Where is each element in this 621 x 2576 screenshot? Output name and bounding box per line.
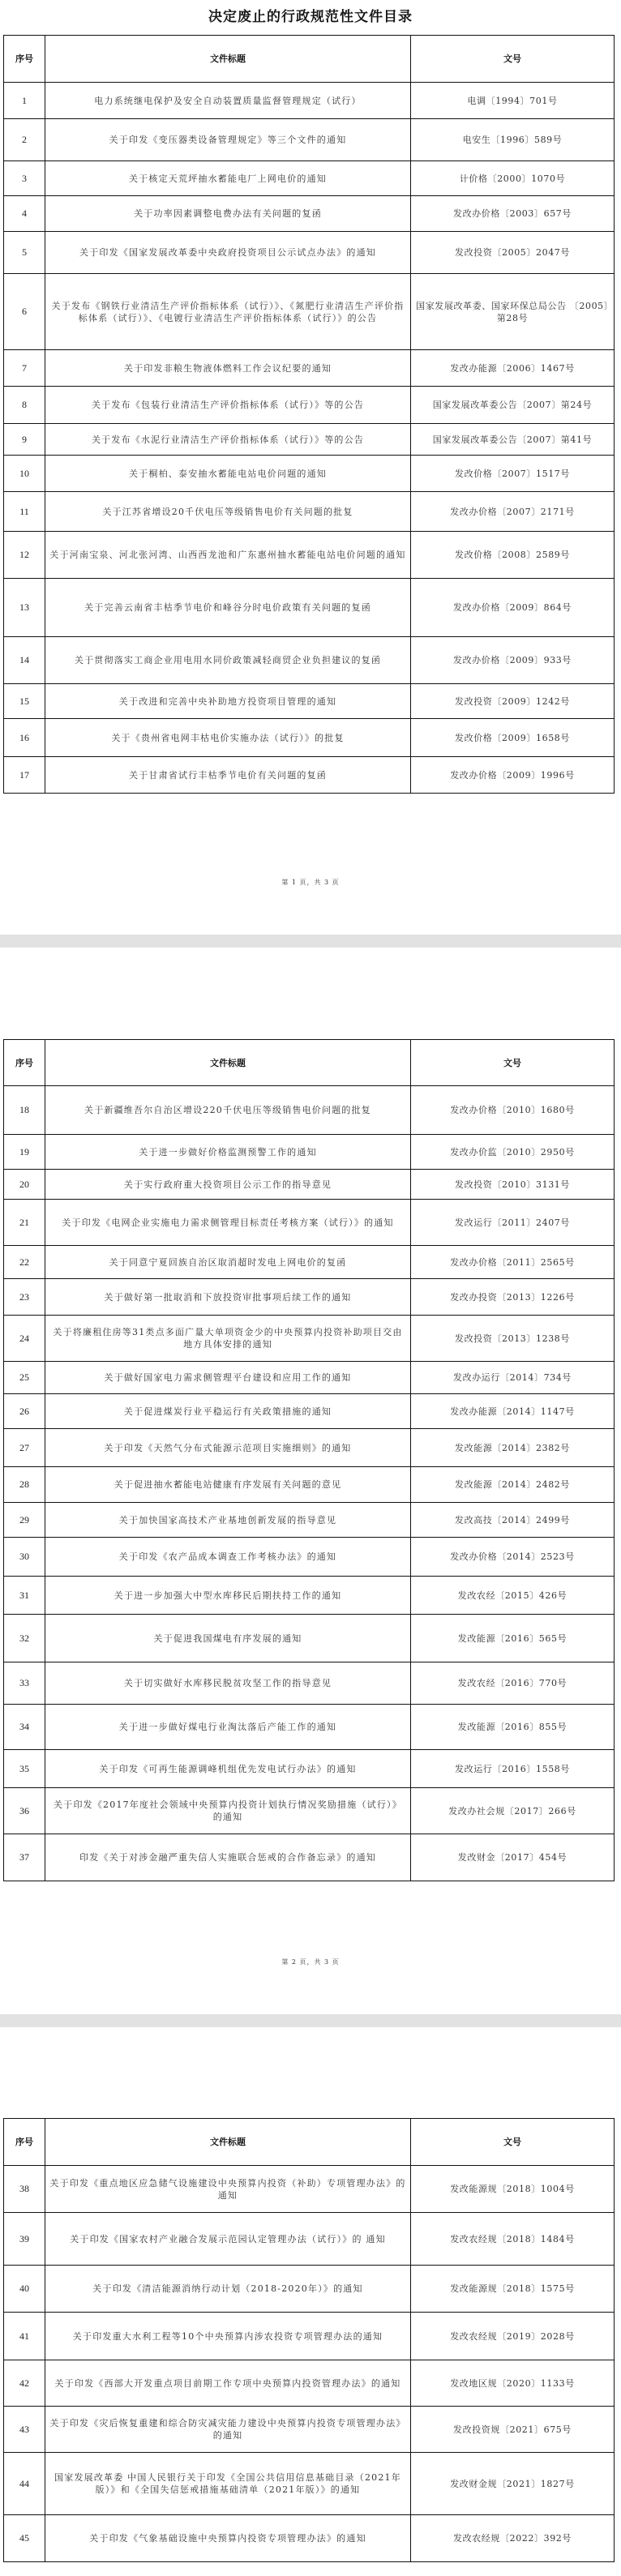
row-seq-cell: 23: [4, 1279, 45, 1316]
row-number-cell: 发改办投资〔2013〕1226号: [411, 1279, 615, 1316]
row-seq-cell: 32: [4, 1615, 45, 1662]
row-number-cell: 发改价格〔2008〕2589号: [411, 532, 615, 579]
row-title-cell: 关于实行政府重大投资项目公示工作的指导意见: [45, 1170, 411, 1200]
table-row: [4, 83, 615, 119]
row-seq-cell: 5: [4, 232, 45, 274]
table-row: [4, 579, 615, 637]
row-title-cell: 关于进一步做好价格监测预警工作的通知: [45, 1135, 411, 1170]
table-row: [4, 1362, 615, 1394]
row-seq-cell: 9: [4, 424, 45, 456]
row-title-cell: 关于发布《包装行业清洁生产评价指标体系（试行）》等的公告: [45, 387, 411, 424]
page-number-label: 第 1 页，共 3 页: [281, 879, 340, 886]
row-number-cell: 发改办能源〔2006〕1467号: [411, 350, 615, 387]
row-title-cell: 关于功率因素调整电费办法有关问题的复函: [45, 196, 411, 232]
row-title-cell: 关于印发重大水利工程等10个中央预算内涉农投资专项管理办法的通知: [45, 2313, 411, 2360]
row-title-cell: 电力系统继电保护及安全自动装置质量监督管理规定（试行）: [45, 83, 411, 119]
table-row: [4, 274, 615, 350]
row-number-cell: 发改办社会规〔2017〕266号: [411, 1788, 615, 1834]
row-title-cell: 关于桐柏、泰安抽水蓄能电站电价问题的通知: [45, 456, 411, 492]
row-number-cell: 发改财金〔2017〕454号: [411, 1834, 615, 1881]
row-title-cell: 关于促进抽水蓄能电站健康有序发展有关问题的意见: [45, 1467, 411, 1503]
table-row: [4, 757, 615, 794]
row-title-cell: 关于印发《西部大开发重点项目前期工作专项中央预算内投资管理办法》的通知: [45, 2360, 411, 2407]
row-number-cell: 发改农经〔2015〕426号: [411, 1577, 615, 1615]
column-header-seq: 序号: [4, 2119, 45, 2166]
row-title-cell: 关于加快国家高技术产业基地创新发展的指导意见: [45, 1503, 411, 1538]
row-seq-cell: 16: [4, 719, 45, 757]
row-number-cell: 发改办价格〔2009〕864号: [411, 579, 615, 637]
row-seq-cell: 1: [4, 83, 45, 119]
row-seq-cell: 26: [4, 1394, 45, 1429]
row-number-cell: 发改地区规〔2020〕1133号: [411, 2360, 615, 2407]
row-seq-cell: 42: [4, 2360, 45, 2407]
row-title-cell: 关于进一步加强大中型水库移民后期扶持工作的通知: [45, 1577, 411, 1615]
table-row: [4, 2360, 615, 2407]
row-title-cell: 关于印发《清洁能源消纳行动计划（2018-2020年）》的通知: [45, 2266, 411, 2313]
row-title-cell: 关于印发《天然气分布式能源示范项目实施细则》的通知: [45, 1429, 411, 1467]
row-number-cell: 国家发展改革委公告〔2007〕第41号: [411, 424, 615, 456]
table-row: [4, 1577, 615, 1615]
page-1: [0, 0, 621, 935]
row-title-cell: 关于切实做好水库移民脱贫攻坚工作的指导意见: [45, 1662, 411, 1705]
catalog-table-page-3: [3, 2118, 615, 2562]
row-seq-cell: 39: [4, 2213, 45, 2266]
row-number-cell: 发改办价格〔2011〕2565号: [411, 1246, 615, 1279]
row-seq-cell: 41: [4, 2313, 45, 2360]
row-seq-cell: 36: [4, 1788, 45, 1834]
row-number-cell: 发改能源〔2014〕2482号: [411, 1467, 615, 1503]
row-seq-cell: 30: [4, 1538, 45, 1577]
row-seq-cell: 40: [4, 2266, 45, 2313]
table-row: [4, 1467, 615, 1503]
row-number-cell: 发改办价监〔2010〕2950号: [411, 1135, 615, 1170]
table-row: [4, 1279, 615, 1316]
page-number-label: 第 2 页，共 3 页: [281, 1958, 340, 1966]
table-row: [4, 1538, 615, 1577]
table-row: [4, 719, 615, 757]
row-number-cell: 发改能源〔2014〕2382号: [411, 1429, 615, 1467]
row-title-cell: 关于印发《气象基础设施中央预算内投资专项管理办法》的通知: [45, 2515, 411, 2562]
row-seq-cell: 43: [4, 2407, 45, 2453]
row-seq-cell: 29: [4, 1503, 45, 1538]
row-number-cell: 发改能源规〔2018〕1004号: [411, 2166, 615, 2213]
row-seq-cell: 10: [4, 456, 45, 492]
row-number-cell: 电安生〔1996〕589号: [411, 119, 615, 161]
table-row: [4, 424, 615, 456]
row-number-cell: 发改办价格〔2009〕933号: [411, 637, 615, 684]
row-title-cell: 关于印发《可再生能源调峰机组优先发电试行办法》的通知: [45, 1750, 411, 1788]
row-title-cell: 关于江苏省增设20千伏电压等级销售电价有关问题的批复: [45, 492, 411, 532]
table-row: [4, 637, 615, 684]
table-row: [4, 1316, 615, 1362]
row-number-cell: 发改办价格〔2014〕2523号: [411, 1538, 615, 1577]
row-seq-cell: 15: [4, 684, 45, 719]
table-row: [4, 684, 615, 719]
table-row: [4, 1394, 615, 1429]
row-title-cell: 关于印发《农产品成本调查工作考核办法》的通知: [45, 1538, 411, 1577]
row-title-cell: 关于发布《水泥行业清洁生产评价指标体系（试行）》等的公告: [45, 424, 411, 456]
row-title-cell: 关于改进和完善中央补助地方投资项目管理的通知: [45, 684, 411, 719]
row-number-cell: 发改能源〔2016〕565号: [411, 1615, 615, 1662]
row-seq-cell: 33: [4, 1662, 45, 1705]
row-seq-cell: 28: [4, 1467, 45, 1503]
row-number-cell: 发改农经规〔2018〕1484号: [411, 2213, 615, 2266]
row-title-cell: 关于印发《国家发展改革委中央政府投资项目公示试点办法》的通知: [45, 232, 411, 274]
table-row: [4, 1503, 615, 1538]
row-title-cell: 关于将廉租住房等31类点多面广量大单项资金少的中央预算内投资补助项目交由地方具体安排的通知: [45, 1316, 411, 1362]
table-row: [4, 1705, 615, 1750]
row-title-cell: 关于贯彻落实工商企业用电用水同价政策减轻商贸企业负担建议的复函: [45, 637, 411, 684]
row-seq-cell: 22: [4, 1246, 45, 1279]
row-seq-cell: 27: [4, 1429, 45, 1467]
table-row: [4, 196, 615, 232]
table-row: [4, 232, 615, 274]
row-number-cell: 发改办价格〔2010〕1680号: [411, 1086, 615, 1135]
row-seq-cell: 14: [4, 637, 45, 684]
row-number-cell: 电调〔1994〕701号: [411, 83, 615, 119]
table-header-row: [4, 2119, 615, 2166]
table-row: [4, 1788, 615, 1834]
row-title-cell: 关于印发《2017年度社会领域中央预算内投资计划执行情况奖励措施（试行）》的通知: [45, 1788, 411, 1834]
row-number-cell: 发改办价格〔2007〕2171号: [411, 492, 615, 532]
row-number-cell: 发改投资〔2009〕1242号: [411, 684, 615, 719]
row-title-cell: 关于做好第一批取消和下放投资审批事项后续工作的通知: [45, 1279, 411, 1316]
row-title-cell: 关于《贵州省电网丰枯电价实施办法（试行）》的批复: [45, 719, 411, 757]
row-seq-cell: 45: [4, 2515, 45, 2562]
column-header-number: 文号: [411, 36, 615, 83]
row-number-cell: 发改运行〔2016〕1558号: [411, 1750, 615, 1788]
row-seq-cell: 44: [4, 2453, 45, 2515]
row-number-cell: 发改能源规〔2018〕1575号: [411, 2266, 615, 2313]
row-number-cell: 发改投资规〔2021〕675号: [411, 2407, 615, 2453]
column-header-title: 文件标题: [45, 2119, 411, 2166]
row-seq-cell: 34: [4, 1705, 45, 1750]
row-seq-cell: 31: [4, 1577, 45, 1615]
table-row: [4, 1246, 615, 1279]
column-header-seq: 序号: [4, 36, 45, 83]
catalog-table-page-2: [3, 1039, 615, 1881]
row-number-cell: 发改价格〔2009〕1658号: [411, 719, 615, 757]
row-title-cell: 关于发布《钢铁行业清洁生产评价指标体系（试行）》、《氮肥行业清洁生产评价指标体系（试行）》、《电镀行业清洁生产评价指标体系（试行）》的公告: [45, 274, 411, 350]
row-number-cell: 发改投资〔2013〕1238号: [411, 1316, 615, 1362]
row-title-cell: 关于印发《电网企业实施电力需求侧管理目标责任考核方案（试行）》的通知: [45, 1200, 411, 1246]
row-number-cell: 国家发展改革委、国家环保总局公告 〔2005〕第28号: [411, 274, 615, 350]
row-title-cell: 关于同意宁夏回族自治区取消超时发电上网电价的复函: [45, 1246, 411, 1279]
row-number-cell: 发改农经规〔2019〕2028号: [411, 2313, 615, 2360]
catalog-table-page-1: [3, 35, 615, 794]
row-title-cell: 关于河南宝泉、河北张河湾、山西西龙池和广东惠州抽水蓄能电站电价问题的通知: [45, 532, 411, 579]
row-seq-cell: 4: [4, 196, 45, 232]
row-number-cell: 发改高技〔2014〕2499号: [411, 1503, 615, 1538]
row-number-cell: 国家发展改革委公告〔2007〕第24号: [411, 387, 615, 424]
row-title-cell: 关于印发《重点地区应急储气设施建设中央预算内投资（补助）专项管理办法》的通知: [45, 2166, 411, 2213]
row-seq-cell: 24: [4, 1316, 45, 1362]
table-row: [4, 350, 615, 387]
table-row: [4, 1170, 615, 1200]
table-row: [4, 492, 615, 532]
row-number-cell: 发改办能源〔2014〕1147号: [411, 1394, 615, 1429]
row-seq-cell: 19: [4, 1135, 45, 1170]
row-number-cell: 发改投资〔2010〕3131号: [411, 1170, 615, 1200]
table-row: [4, 1429, 615, 1467]
table-row: [4, 2166, 615, 2213]
table-row: [4, 387, 615, 424]
row-seq-cell: 18: [4, 1086, 45, 1135]
table-row: [4, 1662, 615, 1705]
row-seq-cell: 38: [4, 2166, 45, 2213]
row-seq-cell: 37: [4, 1834, 45, 1881]
row-number-cell: 发改办价格〔2009〕1996号: [411, 757, 615, 794]
table-row: [4, 532, 615, 579]
row-seq-cell: 8: [4, 387, 45, 424]
row-number-cell: 发改运行〔2011〕2407号: [411, 1200, 615, 1246]
row-seq-cell: 21: [4, 1200, 45, 1246]
row-seq-cell: 25: [4, 1362, 45, 1394]
table-row: [4, 2453, 615, 2515]
row-number-cell: 发改价格〔2007〕1517号: [411, 456, 615, 492]
row-number-cell: 发改财金规〔2021〕1827号: [411, 2453, 615, 2515]
table-row: [4, 1200, 615, 1246]
row-title-cell: 关于促进我国煤电有序发展的通知: [45, 1615, 411, 1662]
table-header-row: [4, 1040, 615, 1086]
row-number-cell: 计价格〔2000〕1070号: [411, 161, 615, 196]
page-separator: [0, 935, 621, 948]
column-header-title: 文件标题: [45, 1040, 411, 1086]
table-row: [4, 456, 615, 492]
row-title-cell: 关于印发《灾后恢复重建和综合防灾减灾能力建设中央预算内投资专项管理办法》的通知: [45, 2407, 411, 2453]
table-row: [4, 1834, 615, 1881]
row-title-cell: 关于甘肃省试行丰枯季节电价有关问题的复函: [45, 757, 411, 794]
column-header-title: 文件标题: [45, 36, 411, 83]
row-number-cell: 发改办运行〔2014〕734号: [411, 1362, 615, 1394]
row-number-cell: 发改农经〔2016〕770号: [411, 1662, 615, 1705]
row-seq-cell: 35: [4, 1750, 45, 1788]
table-row: [4, 2313, 615, 2360]
table-row: [4, 2407, 615, 2453]
row-seq-cell: 12: [4, 532, 45, 579]
column-header-seq: 序号: [4, 1040, 45, 1086]
row-number-cell: 发改投资〔2005〕2047号: [411, 232, 615, 274]
row-title-cell: 关于做好国家电力需求侧管理平台建设和应用工作的通知: [45, 1362, 411, 1394]
page-separator: [0, 2014, 621, 2027]
row-seq-cell: 13: [4, 579, 45, 637]
row-title-cell: 关于印发非粮生物液体燃料工作会议纪要的通知: [45, 350, 411, 387]
table-header-row: [4, 36, 615, 83]
row-number-cell: 发改办价格〔2003〕657号: [411, 196, 615, 232]
row-title-cell: 关于进一步做好煤电行业淘汰落后产能工作的通知: [45, 1705, 411, 1750]
column-header-number: 文号: [411, 2119, 615, 2166]
table-row: [4, 2213, 615, 2266]
row-number-cell: 发改能源〔2016〕855号: [411, 1705, 615, 1750]
row-title-cell: 关于促进煤炭行业平稳运行有关政策措施的通知: [45, 1394, 411, 1429]
row-seq-cell: 2: [4, 119, 45, 161]
table-row: [4, 1615, 615, 1662]
row-seq-cell: 20: [4, 1170, 45, 1200]
row-title-cell: 关于印发《变压器类设备管理规定》等三个文件的通知: [45, 119, 411, 161]
row-title-cell: 印发《关于对涉金融严重失信人实施联合惩戒的合作备忘录》的通知: [45, 1834, 411, 1881]
table-row: [4, 2266, 615, 2313]
row-seq-cell: 6: [4, 274, 45, 350]
row-title-cell: 关于完善云南省丰枯季节电价和峰谷分时电价政策有关问题的复函: [45, 579, 411, 637]
table-row: [4, 2515, 615, 2562]
page-2: [0, 948, 621, 2014]
table-row: [4, 119, 615, 161]
row-title-cell: 关于新疆维吾尔自治区增设220千伏电压等级销售电价问题的批复: [45, 1086, 411, 1135]
column-header-number: 文号: [411, 1040, 615, 1086]
row-seq-cell: 17: [4, 757, 45, 794]
row-number-cell: 发改农经规〔2022〕392号: [411, 2515, 615, 2562]
row-title-cell: 国家发展改革委 中国人民银行关于印发《全国公共信用信息基础目录（2021年版）》和《全国失信惩戒措施基础清单（2021年版）》的通知: [45, 2453, 411, 2515]
row-title-cell: 关于核定天荒坪抽水蓄能电厂上网电价的通知: [45, 161, 411, 196]
document-title: 决定废止的行政规范性文件目录: [208, 9, 413, 25]
table-row: [4, 1086, 615, 1135]
table-row: [4, 161, 615, 196]
row-seq-cell: 3: [4, 161, 45, 196]
row-seq-cell: 11: [4, 492, 45, 532]
table-row: [4, 1750, 615, 1788]
page-3: [0, 2027, 621, 2576]
table-row: [4, 1135, 615, 1170]
row-title-cell: 关于印发《国家农村产业融合发展示范园认定管理办法（试行）》的 通知: [45, 2213, 411, 2266]
row-seq-cell: 7: [4, 350, 45, 387]
